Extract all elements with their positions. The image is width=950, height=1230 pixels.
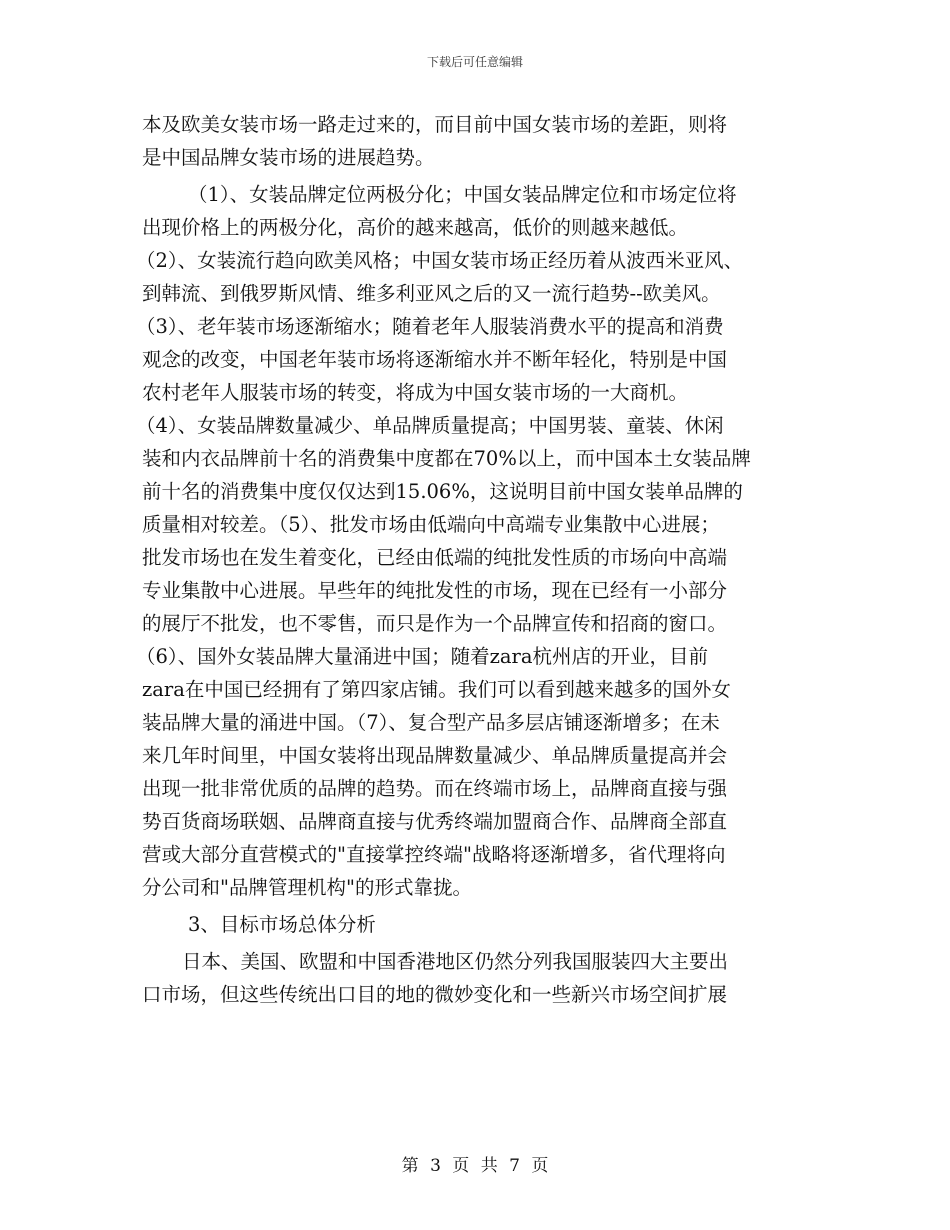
- text-line: 农村老年人服装市场的转变，将成为中国女装市场的一大商机。: [142, 381, 689, 404]
- page-header: 下载后可任意编辑: [426, 55, 523, 69]
- text-line: 观念的改变，中国老年装市场将逐渐缩水并不断年轻化，特别是中国: [142, 348, 728, 371]
- text-line: 装和内衣品牌前十名的消费集中度都在70%以上，而中国本土女装品牌: [142, 447, 751, 470]
- text-line: 前十名的消费集中度仅仅达到15.06%，这说明目前中国女装单品牌的: [142, 480, 743, 503]
- text-line: 到韩流、到俄罗斯风情、维多利亚风之后的又一流行趋势--欧美风。: [142, 282, 721, 305]
- text-line: 出现价格上的两极分化，高价的越来越高，低价的则越来越低。: [142, 216, 689, 239]
- text-line: 批发市场也在发生着变化，已经由低端的纯批发性质的市场向中高端: [142, 546, 728, 569]
- text-line: （3）、老年装市场逐渐缩水；随着老年人服装消费水平的提高和消费: [136, 315, 724, 338]
- section-heading: 3、目标市场总体分析: [188, 913, 376, 936]
- text-line: （1）、女装品牌定位两极分化；中国女装品牌定位和市场定位将: [188, 183, 737, 206]
- text-line: 本及欧美女装市场一路走过来的，而目前中国女装市场的差距，则将: [142, 113, 728, 136]
- text-line: （6）、国外女装品牌大量涌进中国；随着zara杭州店的开业，目前: [136, 645, 709, 668]
- page-number: 第 3 页 共 7 页: [401, 1156, 549, 1176]
- text-line: 分公司和"品牌管理机构"的形式靠拢。: [142, 876, 472, 899]
- text-line: 出现一批非常优质的品牌的趋势。而在终端市场上，品牌商直接与强: [142, 777, 728, 800]
- text-line: 装品牌大量的涌进中国。（7）、复合型产品多层店铺逐渐增多；在未: [142, 711, 720, 734]
- text-line: 势百货商场联姻、品牌商直接与优秀终端加盟商合作、品牌商全部直: [142, 810, 728, 833]
- text-line: 营或大部分直营模式的"直接掌控终端"战略将逐渐增多，省代理将向: [142, 843, 726, 866]
- text-line: （2）、女装流行趋向欧美风格；中国女装市场正经历着从波西米亚风、: [136, 249, 744, 272]
- text-line: zara在中国已经拥有了第四家店铺。我们可以看到越来越多的国外女: [142, 678, 731, 701]
- text-line: 是中国品牌女装市场的进展趋势。: [142, 146, 435, 169]
- text-line: 专业集散中心进展。早些年的纯批发性的市场，现在已经有一小部分: [142, 579, 728, 602]
- text-line: 口市场，但这些传统出口目的地的微妙变化和一些新兴市场空间扩展: [142, 983, 728, 1006]
- text-line: 质量相对较差。（5）、批发市场由低端向中高端专业集散中心进展；: [142, 513, 720, 536]
- text-line: 日本、美国、欧盟和中国香港地区仍然分列我国服装四大主要出: [182, 950, 729, 973]
- text-line: 的展厅不批发，也不零售，而只是作为一个品牌宣传和招商的窗口。: [142, 612, 728, 635]
- document-body: [136, 108, 822, 1011]
- text-line: 来几年时间里，中国女装将出现品牌数量减少、单品牌质量提高并会: [142, 744, 728, 767]
- text-line: （4）、女装品牌数量减少、单品牌质量提高；中国男装、童装、休闲: [136, 414, 724, 437]
